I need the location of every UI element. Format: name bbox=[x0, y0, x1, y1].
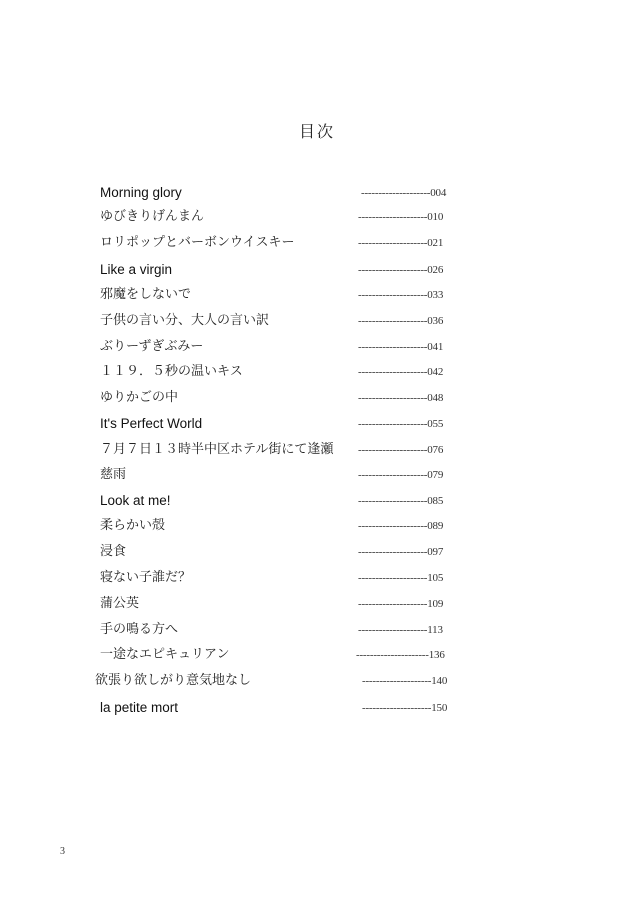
toc-entry-page: --------------------004 bbox=[361, 187, 447, 199]
toc-entry-page: --------------------021 bbox=[358, 237, 444, 249]
toc-entry-page: --------------------041 bbox=[358, 341, 444, 353]
toc-entry bbox=[0, 697, 634, 719]
toc-entry-page: --------------------109 bbox=[358, 598, 444, 610]
toc-entry-page: --------------------089 bbox=[358, 520, 444, 532]
toc-entry-page: --------------------026 bbox=[358, 264, 444, 276]
page-title: 目次 bbox=[298, 122, 335, 141]
toc-entry-title: Morning glory bbox=[100, 185, 182, 200]
toc-entry-page: --------------------105 bbox=[358, 572, 444, 584]
toc-entry-title: It's Perfect World bbox=[100, 416, 203, 431]
toc-entry bbox=[0, 593, 634, 615]
toc-entry bbox=[0, 567, 634, 589]
toc-entry bbox=[0, 619, 634, 641]
toc-entry-page: --------------------113 bbox=[358, 624, 443, 636]
toc-entry-title: ロリポップとバーボンウイスキー bbox=[100, 235, 295, 250]
toc-entry-page: --------------------055 bbox=[358, 418, 444, 430]
toc-entry bbox=[0, 336, 634, 358]
toc-entry-title: ゆりかごの中 bbox=[100, 390, 179, 405]
toc-entry-page: --------------------085 bbox=[358, 495, 444, 507]
toc-entry-title: 浸食 bbox=[100, 544, 127, 559]
toc-entry bbox=[0, 644, 634, 666]
toc-entry bbox=[0, 284, 634, 306]
toc-entry bbox=[0, 259, 634, 281]
toc-entry-title: Look at me! bbox=[100, 493, 171, 508]
toc-entry bbox=[0, 490, 634, 512]
toc-entry-page: --------------------076 bbox=[358, 444, 444, 456]
toc-entry-title: 寝ない子誰だ？ bbox=[100, 570, 192, 585]
toc-entry bbox=[0, 439, 634, 461]
toc-entry-page: --------------------042 bbox=[358, 366, 444, 378]
page-number: 3 bbox=[60, 846, 65, 857]
toc-entry-title: ７月７日１３時半中区ホテル街にて逢瀬 bbox=[100, 442, 334, 457]
toc-entry-page: --------------------079 bbox=[358, 469, 444, 481]
toc-entry bbox=[0, 387, 634, 409]
toc-entry bbox=[0, 182, 634, 204]
toc-entry-title: ゆびきりげんまん bbox=[100, 209, 205, 224]
toc-entry-title: ぶりーずぎぶみー bbox=[100, 339, 204, 354]
toc-entry-title: 柔らかい殻 bbox=[100, 518, 166, 533]
toc-entry-title: 邪魔をしないで bbox=[100, 287, 192, 302]
toc-entry-title: 蒲公英 bbox=[100, 596, 140, 611]
toc-entry bbox=[0, 310, 634, 332]
toc-entry-title: 欲張り欲しがり意気地なし bbox=[95, 673, 252, 688]
toc-entry bbox=[0, 464, 634, 486]
toc-entry-page: --------------------033 bbox=[358, 289, 444, 301]
toc-entry-page: --------------------097 bbox=[358, 546, 444, 558]
toc-entry-page: --------------------150 bbox=[362, 702, 448, 714]
toc-entry bbox=[0, 361, 634, 383]
toc-entry-title: 手の鳴る方へ bbox=[100, 622, 179, 637]
toc-entry-page: --------------------010 bbox=[358, 211, 444, 223]
toc-entry-page: --------------------036 bbox=[358, 315, 444, 327]
toc-entry-page: ---------------------136 bbox=[356, 649, 445, 661]
toc-entry bbox=[0, 515, 634, 537]
toc-entry-title: 一途なエピキュリアン bbox=[100, 647, 230, 662]
toc-entry bbox=[0, 232, 634, 254]
toc-entry bbox=[0, 670, 634, 692]
toc-entry-title: 子供の言い分、大人の言い訳 bbox=[100, 313, 270, 328]
toc-entry-page: --------------------140 bbox=[362, 675, 448, 687]
toc-entry bbox=[0, 541, 634, 563]
toc-entry-title: １１９．５秒の温いキス bbox=[100, 364, 243, 379]
toc-entry-page: --------------------048 bbox=[358, 392, 444, 404]
toc-entry-title: 慈雨 bbox=[100, 467, 127, 482]
toc-entry-title: Like a virgin bbox=[100, 262, 173, 277]
toc-entry bbox=[0, 206, 634, 228]
toc-entry-title: la petite mort bbox=[100, 700, 179, 715]
toc-entry bbox=[0, 413, 634, 435]
